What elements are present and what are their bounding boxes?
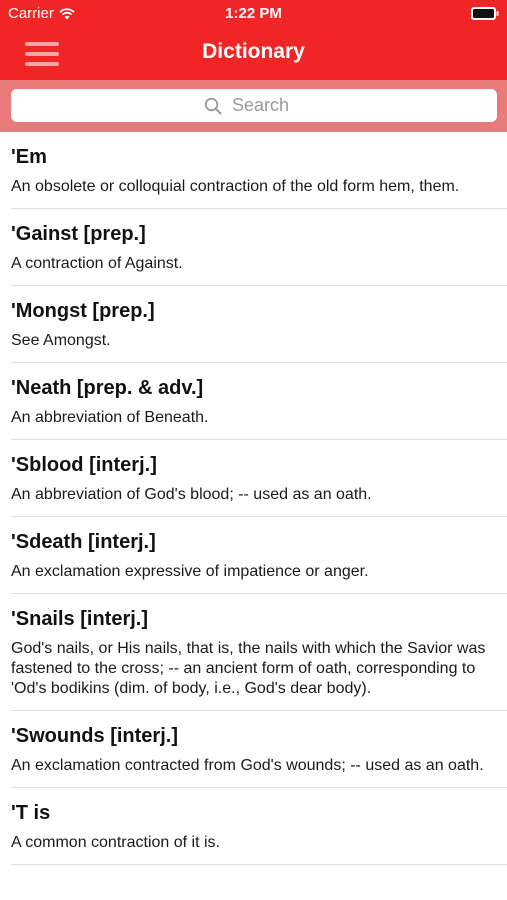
list-item[interactable] xyxy=(0,711,507,788)
nav-bar xyxy=(0,28,507,80)
list-item[interactable] xyxy=(0,132,507,209)
search-icon xyxy=(204,97,222,115)
entry-term: 'Mongst [prep.] xyxy=(11,300,155,322)
entry-definition: A contraction of Against. xyxy=(11,255,183,272)
entry-definition: An obsolete or colloquial contraction of the old form hem, them. xyxy=(11,178,460,195)
search-input[interactable] xyxy=(230,94,304,117)
status-time: 1:22 PM xyxy=(225,5,282,22)
entry-term: 'Gainst [prep.] xyxy=(11,223,146,245)
carrier-label: Carrier xyxy=(8,5,54,22)
list-item[interactable] xyxy=(0,363,507,440)
entry-term: 'Sdeath [interj.] xyxy=(11,531,156,553)
header xyxy=(0,0,507,80)
search-bar-container xyxy=(0,80,507,132)
page-title: Dictionary xyxy=(202,40,305,63)
entry-definition: See Amongst. xyxy=(11,332,111,349)
search-box[interactable] xyxy=(11,89,497,122)
entry-definition: An exclamation expressive of impatience or anger. xyxy=(11,563,369,580)
entry-definition: God's nails, or His nails, that is, the nails with which the Savior was fastened to the cross; -- an ancient form of oath, corresponding to 'Od's bodikins (dim. of body, i.e., God's dear body). xyxy=(11,640,486,697)
entry-term: 'Neath [prep. & adv.] xyxy=(11,377,204,399)
entry-term: 'Em xyxy=(11,146,47,168)
entry-term: 'T is xyxy=(11,802,51,824)
entry-term: 'Sblood [interj.] xyxy=(11,454,157,476)
status-bar xyxy=(0,0,507,28)
entry-term: 'Snails [interj.] xyxy=(11,608,149,630)
dictionary-list[interactable] xyxy=(0,132,507,900)
list-item[interactable] xyxy=(0,594,507,711)
entry-term: 'Swounds [interj.] xyxy=(11,725,178,747)
list-item[interactable] xyxy=(0,440,507,517)
battery-icon xyxy=(471,7,499,20)
list-item[interactable] xyxy=(0,286,507,363)
entry-definition: An abbreviation of Beneath. xyxy=(11,409,209,426)
list-item[interactable] xyxy=(0,209,507,286)
entry-definition: An exclamation contracted from God's wounds; -- used as an oath. xyxy=(11,757,484,774)
list-item[interactable] xyxy=(0,517,507,594)
entry-definition: An abbreviation of God's blood; -- used as an oath. xyxy=(11,486,372,503)
entry-definition: A common contraction of it is. xyxy=(11,834,220,851)
list-item[interactable] xyxy=(0,788,507,865)
